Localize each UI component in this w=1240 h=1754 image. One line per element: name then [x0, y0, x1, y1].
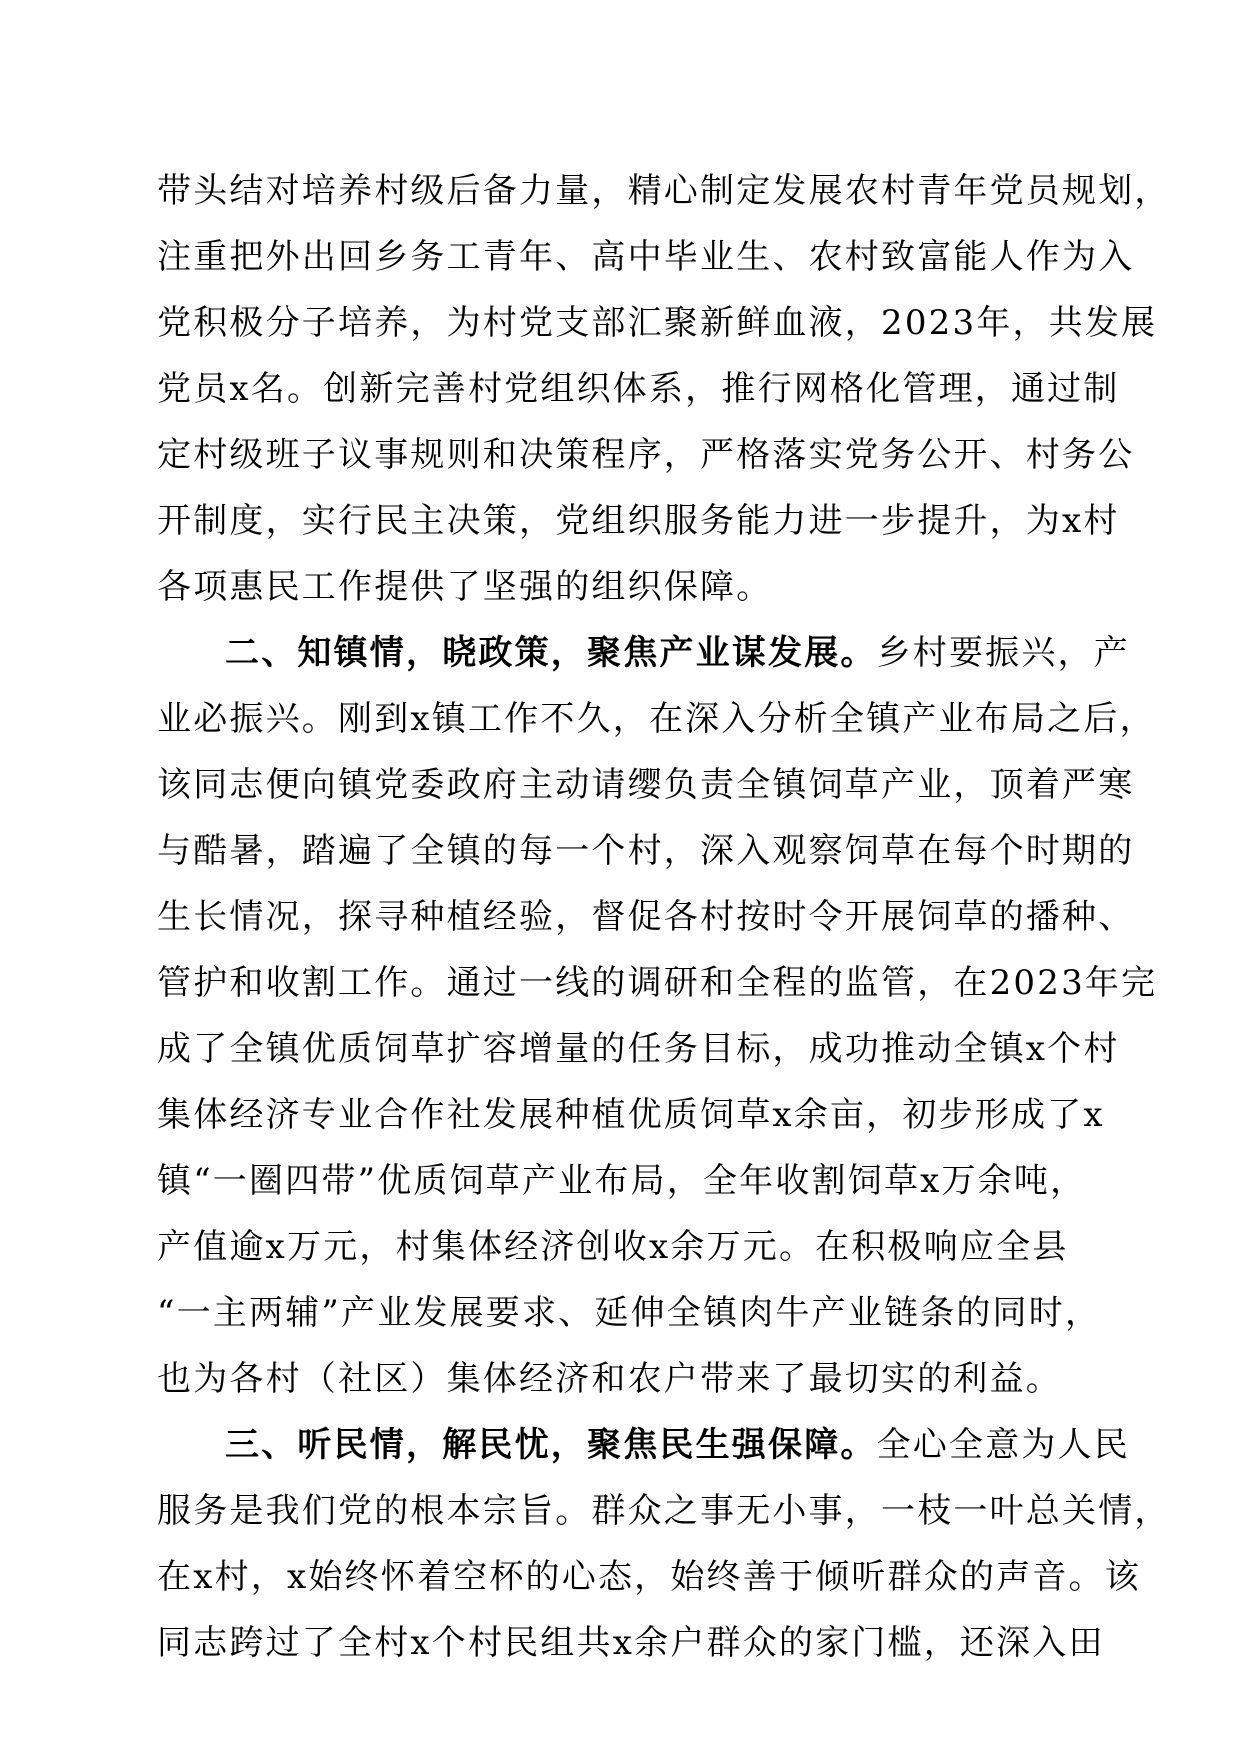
text-run: 全心全意为人民	[876, 1425, 1131, 1465]
text-line: 业必振兴。刚到x镇工作不久，在深入分析全镇产业布局之后，	[157, 699, 1156, 739]
text-line: 党员x名。创新完善村党组织体系，推行网格化管理，通过制	[157, 369, 1120, 409]
paragraph-2	[157, 620, 1158, 1412]
text-line: 与酷暑，踏遍了全镇的每一个村，深入观察饲草在每个时期的	[157, 831, 1135, 871]
text-line: 注重把外出回乡务工青年、高中毕业生、农村致富能人作为入	[157, 237, 1135, 277]
text-line: 在x村，x始终怀着空杯的心态，始终善于倾听群众的声音。该	[157, 1557, 1141, 1597]
text-line: 成了全镇优质饲草扩容增量的任务目标，成功推动全镇x个村	[157, 1029, 1120, 1069]
text-line: 也为各村（社区）集体经济和农户带来了最切实的利益。	[157, 1359, 1062, 1399]
paragraph-3	[157, 1412, 1171, 1676]
section-heading: 三、听民情，解民忧，聚焦民生强保障。	[225, 1425, 877, 1465]
text-line: “一主两辅”产业发展要求、延伸全镇肉牛产业链条的同时，	[157, 1293, 1102, 1333]
text-line: 党积极分子培养，为村党支部汇聚新鲜血液，2023年，共发展	[157, 303, 1158, 343]
text-line: 带头结对培养村级后备力量，精心制定发展农村青年党员规划，	[157, 171, 1171, 211]
text-line: 各项惠民工作提供了坚强的组织保障。	[157, 567, 773, 607]
text-line: 服务是我们党的根本宗旨。群众之事无小事，一枝一叶总关情，	[157, 1491, 1171, 1531]
text-line: 定村级班子议事规则和决策程序，严格落实党务公开、村务公	[157, 435, 1135, 475]
text-line: 产值逾x万元，村集体经济创收x余万元。在积极响应全县	[157, 1227, 1069, 1267]
text-line: 生长情况，探寻种植经验，督促各村按时令开展饲草的播种、	[157, 897, 1135, 937]
text-line: 集体经济专业合作社发展种植优质饲草x余亩，初步形成了x	[157, 1095, 1105, 1135]
paragraph-first-line	[157, 620, 1131, 686]
text-line: 开制度，实行民主决策，党组织服务能力进一步提升，为x村	[157, 501, 1120, 541]
section-heading: 二、知镇情，晓政策，聚焦产业谋发展。	[225, 633, 877, 673]
text-line: 同志跨过了全村x个村民组共x余户群众的家门槛，还深入田	[157, 1623, 1105, 1663]
paragraph-1	[157, 158, 1171, 620]
document-body	[157, 158, 1171, 1676]
text-line: 管护和收割工作。通过一线的调研和全程的监管，在2023年完	[157, 963, 1158, 1003]
text-run: 乡村要振兴，产	[876, 633, 1131, 673]
paragraph-first-line	[157, 1412, 1131, 1478]
text-line: 镇“一圈四带”优质饲草产业布局，全年收割饲草x万余吨，	[157, 1161, 1087, 1201]
text-line: 该同志便向镇党委政府主动请缨负责全镇饲草产业，顶着严寒	[157, 765, 1135, 805]
